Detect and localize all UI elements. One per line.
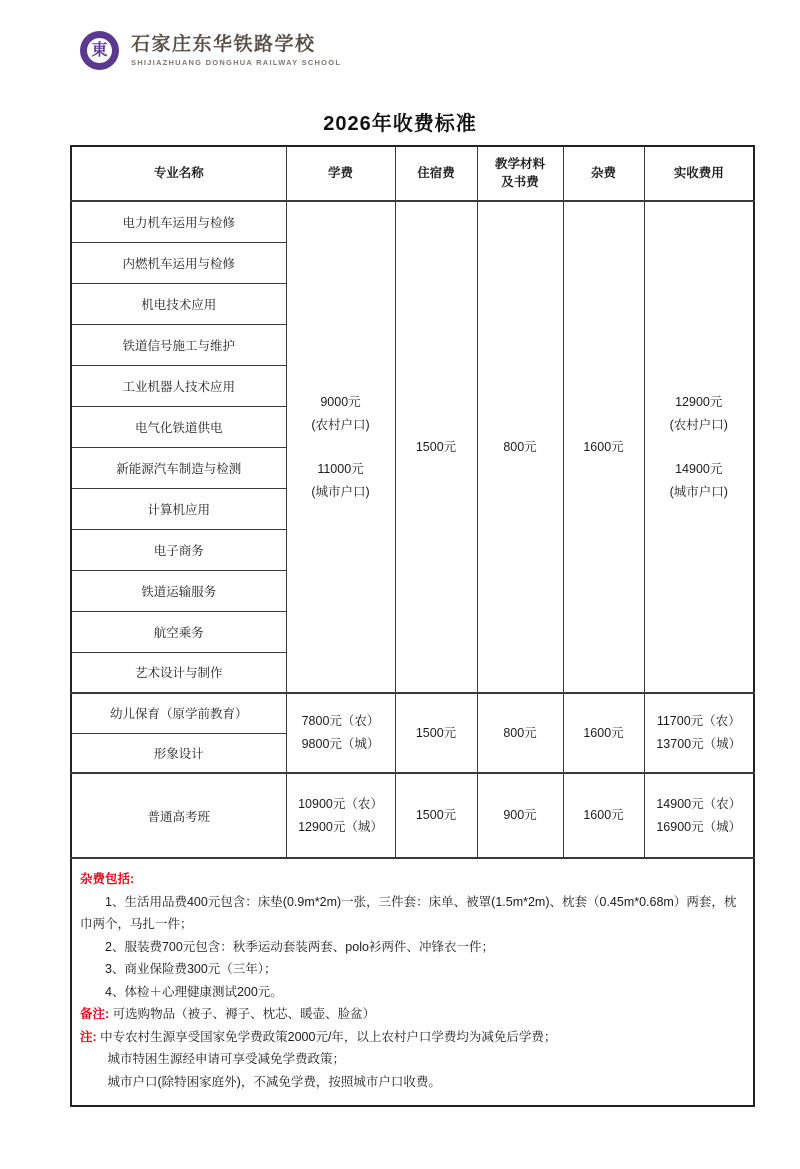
misc-fee-item-3: 3、商业保险费300元（三年）； <box>105 962 277 976</box>
column-header-3: 教学材料 及书费 <box>477 146 563 201</box>
misc-fee-item-4: 4、体检＋心理健康测试200元。 <box>105 984 283 999</box>
remark-line: 备注: 可选购物品（被子、褥子、枕芯、暖壶、脸盆） <box>80 1007 376 1021</box>
fee-cell-misc-g2: 1600元 <box>563 773 644 858</box>
major-cell: 电力机车运用与检修 <box>71 201 286 242</box>
major-cell: 铁道运输服务 <box>71 570 286 611</box>
note-line-3: 城市户口(除特困家庭外)，不减免学费，按照城市户口收费。 <box>107 1074 441 1089</box>
notes-row <box>71 858 754 1106</box>
notes-cell <box>71 858 754 1106</box>
fee-cell-accommodation-g1: 1500元 <box>395 693 477 773</box>
major-cell: 新能源汽车制造与检测 <box>71 447 286 488</box>
major-cell: 计算机应用 <box>71 488 286 529</box>
fee-cell-tuition-g1: 7800元（农） 9800元（城） <box>286 693 395 773</box>
column-header-4: 杂费 <box>563 146 644 201</box>
column-header-0: 专业名称 <box>71 146 286 201</box>
school-name-cn: 石家庄东华铁路学校 <box>131 33 316 55</box>
fee-cell-accommodation-g0: 1500元 <box>395 201 477 693</box>
fee-cell-tuition-g0: 9000元 (农村户口) 11000元 (城市户口) <box>286 201 395 693</box>
fee-table-wrap <box>70 145 753 1107</box>
major-cell: 普通高考班 <box>71 773 286 858</box>
misc-fees-label: 杂费包括: <box>80 872 135 886</box>
major-cell: 幼儿保育（原学前教育） <box>71 693 286 733</box>
major-cell: 电气化铁道供电 <box>71 406 286 447</box>
fee-cell-accommodation-g2: 1500元 <box>395 773 477 858</box>
fee-cell-tuition-g2: 10900元（农） 12900元（城） <box>286 773 395 858</box>
fee-table-head <box>71 146 754 201</box>
major-cell: 形象设计 <box>71 733 286 773</box>
major-cell: 航空乘务 <box>71 611 286 652</box>
school-header <box>80 31 341 70</box>
header-row <box>71 146 754 201</box>
school-logo-icon <box>80 31 119 70</box>
column-header-2: 住宿费 <box>395 146 477 201</box>
remark-label: 备注: <box>80 1007 110 1021</box>
fee-cell-actual-g2: 14900元（农） 16900元（城） <box>644 773 754 858</box>
misc-fee-item-2: 2、服装费700元包含：秋季运动套装两套、polo衫两件、冲锋衣一件； <box>105 939 494 954</box>
major-cell: 艺术设计与制作 <box>71 652 286 693</box>
misc-fees-label-line <box>80 868 743 891</box>
note-label: 注: <box>80 1029 97 1044</box>
table-row-group0-0 <box>71 201 754 242</box>
fee-cell-misc-g0: 1600元 <box>563 201 644 693</box>
fee-table-body <box>71 201 754 1106</box>
fee-cell-materials-g2: 900元 <box>477 773 563 858</box>
fee-cell-materials-g1: 800元 <box>477 693 563 773</box>
fee-cell-materials-g0: 800元 <box>477 201 563 693</box>
school-name-en: SHIJIAZHUANG DONGHUA RAILWAY SCHOOL <box>131 58 342 68</box>
school-logo-inner <box>86 37 113 64</box>
table-row-group2-0 <box>71 773 754 858</box>
note-line-1: 注: 中专农村生源享受国家免学费政策2000元/年，以上农村户口学费均为减免后学费； <box>80 1029 557 1044</box>
major-cell: 工业机器人技术应用 <box>71 365 286 406</box>
major-cell: 机电技术应用 <box>71 283 286 324</box>
misc-fee-item-1: 1、生活用品费400元包含：床垫(0.9m*2m)一张，三件套：床单、被罩(1.5m*2m)、枕套（0.45m*0.68m）两套，枕巾两个，马扎一件； <box>80 894 737 931</box>
fee-cell-actual-g1: 11700元（农） 13700元（城） <box>644 693 754 773</box>
school-name-block <box>131 34 341 68</box>
column-header-1: 学费 <box>286 146 395 201</box>
school-logo-character: 東 <box>91 41 108 59</box>
fee-cell-actual-g0: 12900元 (农村户口) 14900元 (城市户口) <box>644 201 754 693</box>
note-line-2: 城市特困生源经申请可享受减免学费政策； <box>107 1052 346 1066</box>
table-row-group1-0 <box>71 693 754 733</box>
fee-cell-misc-g1: 1600元 <box>563 693 644 773</box>
major-cell: 铁道信号施工与维护 <box>71 324 286 365</box>
column-header-5: 实收费用 <box>644 146 754 201</box>
major-cell: 内燃机车运用与检修 <box>71 242 286 283</box>
major-cell: 电子商务 <box>71 529 286 570</box>
page-title: 2026年收费标准 <box>323 113 477 135</box>
fee-table <box>70 145 755 1107</box>
